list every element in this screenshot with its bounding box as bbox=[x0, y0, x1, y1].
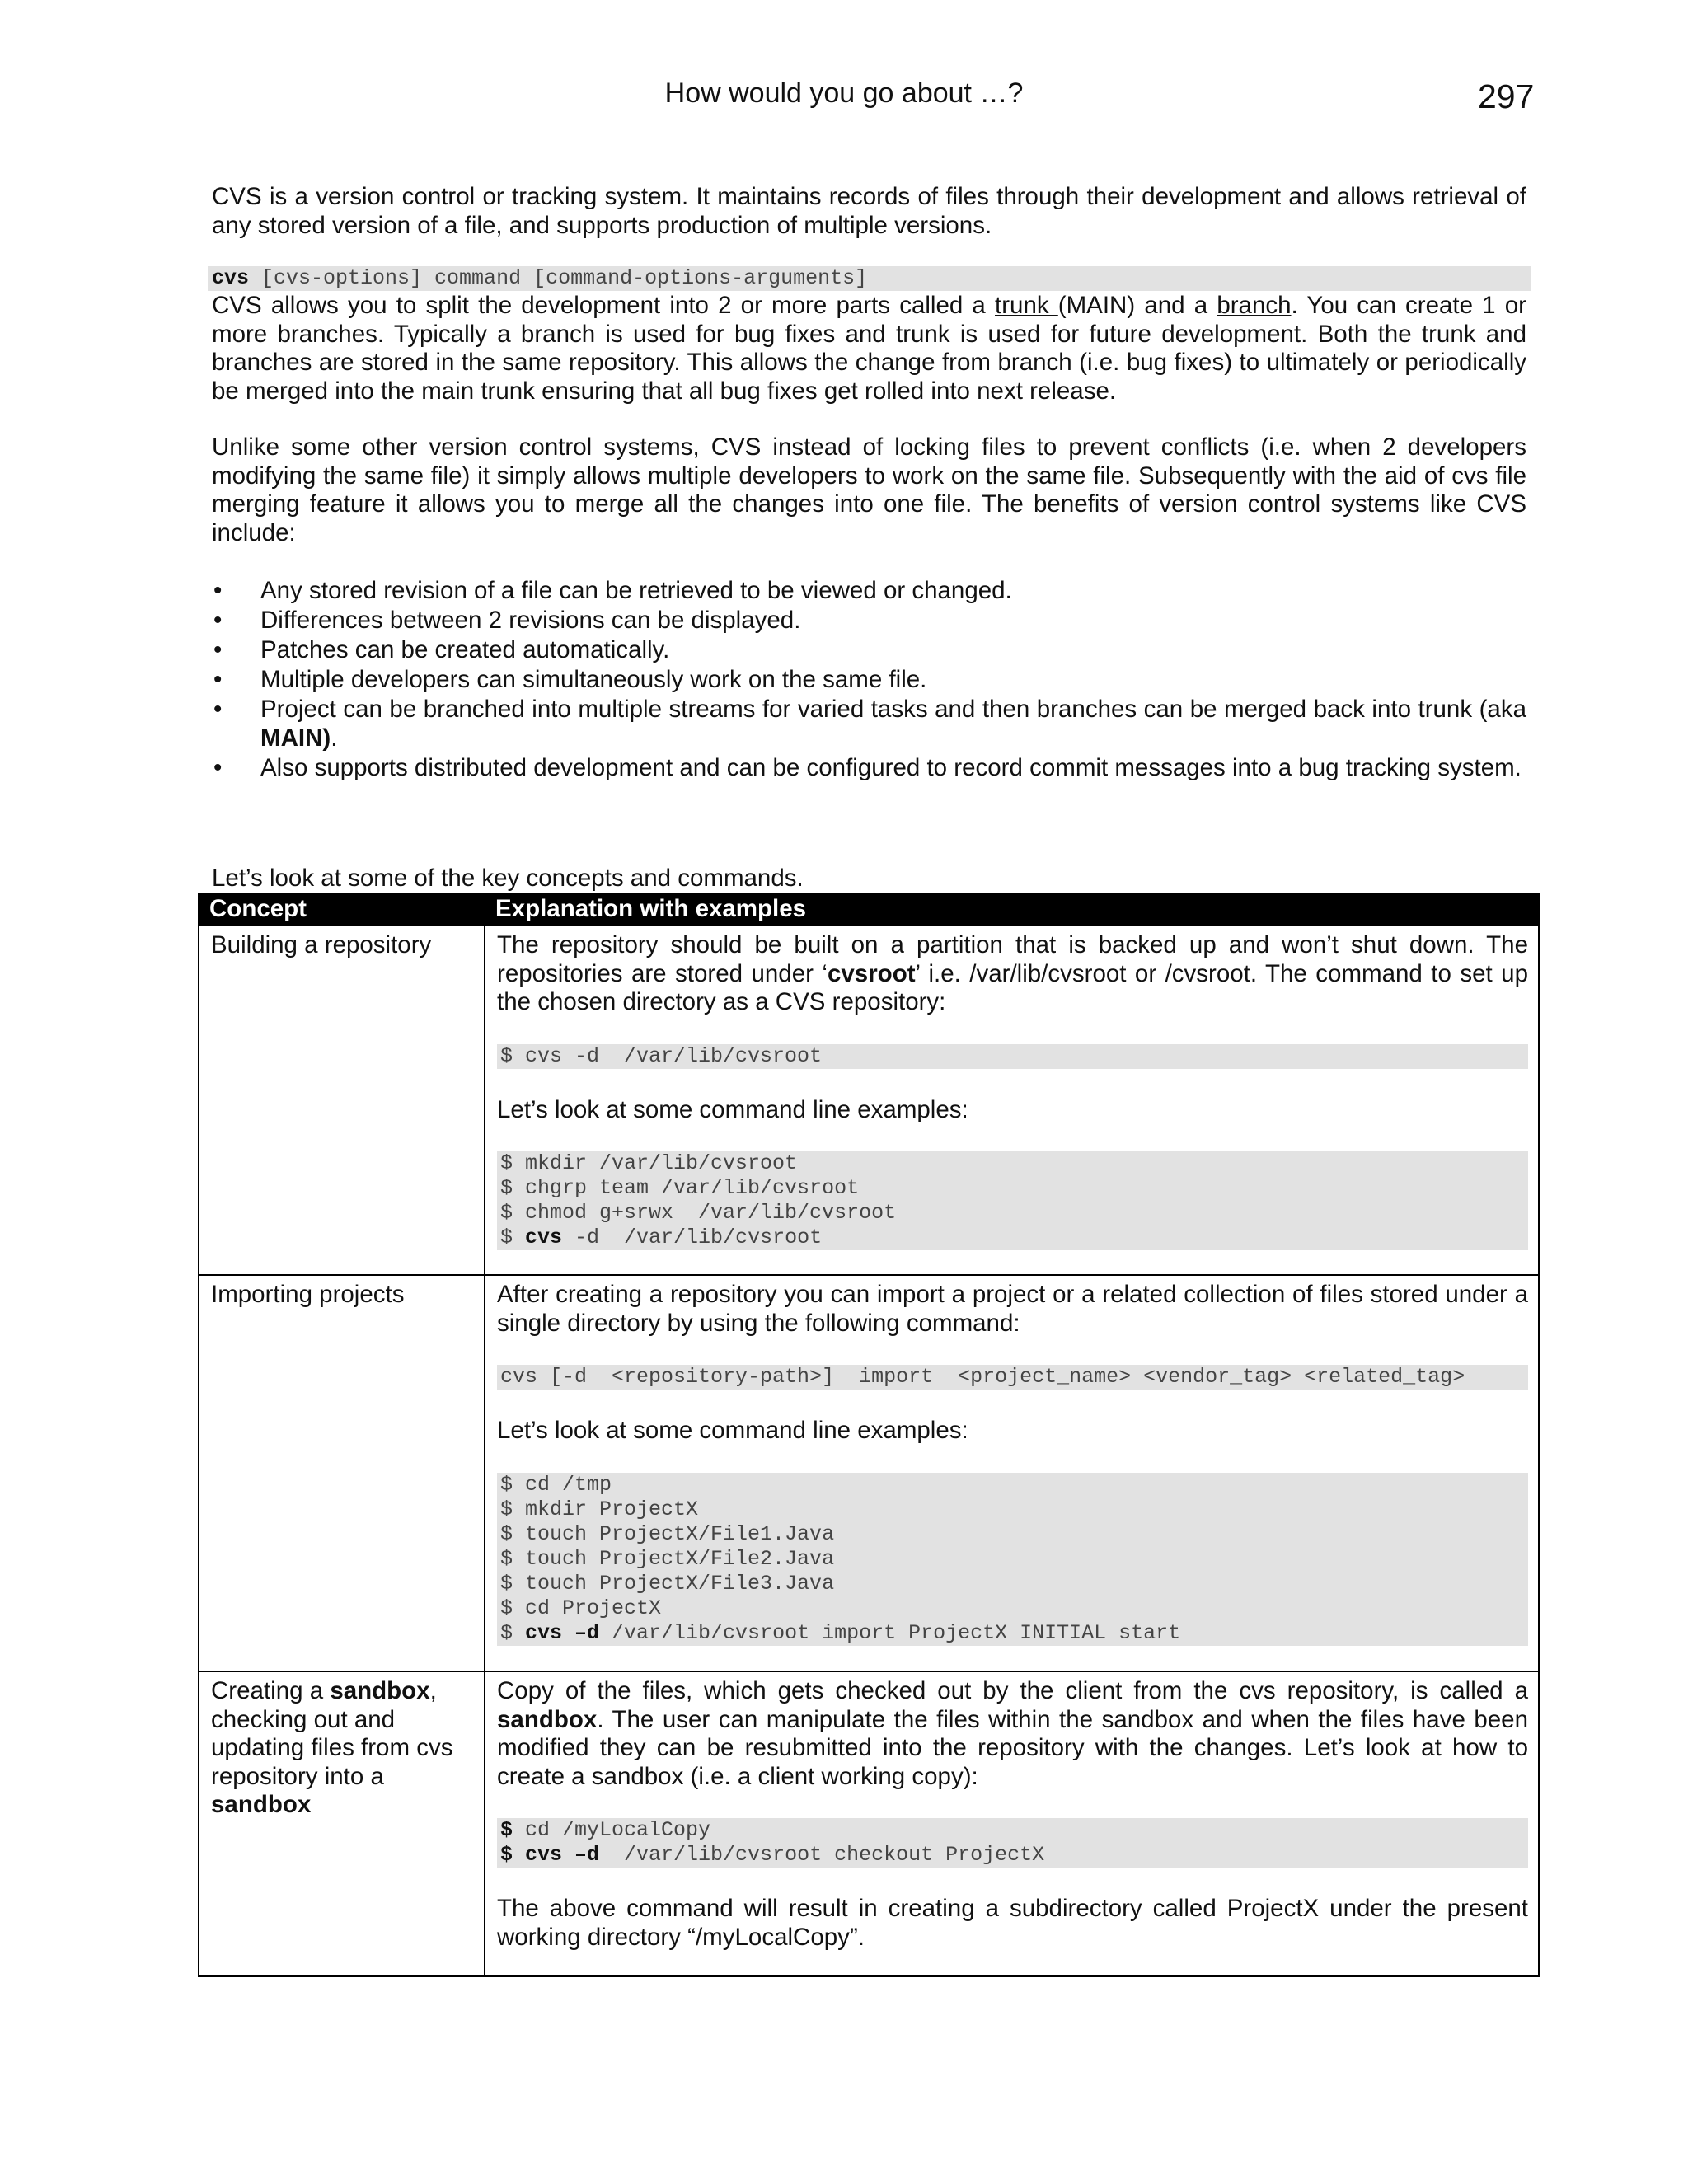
code-bold: $ bbox=[500, 1818, 513, 1842]
para1-text-b: (MAIN) and a bbox=[1057, 292, 1217, 319]
column-header-explanation: Explanation with examples bbox=[485, 894, 1539, 926]
sandbox-term: sandbox bbox=[211, 1791, 312, 1818]
bullet-marker: • bbox=[213, 607, 223, 634]
code-bold: cvs –d bbox=[525, 1620, 600, 1645]
cvs-syntax-line bbox=[208, 266, 1531, 291]
code-line: $ mkdir ProjectX bbox=[500, 1497, 699, 1521]
table-row bbox=[199, 926, 1539, 1275]
bullet-marker: • bbox=[213, 666, 223, 693]
explanation-text: After creating a repository you can import a project or a related collection of files stored under a single directory by using the following command: bbox=[497, 1281, 1528, 1337]
trunk-term: trunk bbox=[995, 292, 1058, 319]
code-block: cvs [-d <repository-path>] import <project_name> <vendor_tag> <related_tag> bbox=[497, 1365, 1528, 1390]
concept-cell bbox=[199, 1671, 485, 1976]
table-row bbox=[199, 1275, 1539, 1671]
list-item-text: Also supports distributed development and can be configured to record commit messages into a bug tracking system. bbox=[260, 753, 1522, 781]
bullet-marker: • bbox=[213, 753, 223, 781]
explanation-cell bbox=[485, 1671, 1539, 1976]
code-line bbox=[500, 1621, 1525, 1646]
code-rest: /var/lib/cvsroot import ProjectX INITIAL start bbox=[599, 1620, 1181, 1645]
explanation-text-b: ’ i.e. /var/lib/cvsroot or /cvsroot. The command to set up the chosen directory as a CVS repository: bbox=[497, 959, 1528, 1015]
sandbox-term: sandbox bbox=[497, 1705, 598, 1733]
list-item-text: Project can be branched into multiple streams for varied tasks and then branches can be merged back into trunk (aka bbox=[260, 696, 1526, 723]
code-rest: cd /myLocalCopy bbox=[513, 1818, 711, 1842]
code-block bbox=[497, 1473, 1528, 1646]
column-header-concept: Concept bbox=[199, 894, 485, 926]
code-line bbox=[500, 1843, 1525, 1868]
explanation-text bbox=[497, 1677, 1528, 1791]
code-line bbox=[500, 1818, 1525, 1843]
explanation-text-b: . The user can manipulate the files within the sandbox and when the files have been modified they can be resubmitted into the repository with the changes. Let’s look at how to create a sandbox (i.e. a client working copy): bbox=[497, 1705, 1528, 1790]
concept-cell: Importing projects bbox=[199, 1275, 485, 1671]
bullet-marker: • bbox=[213, 577, 223, 604]
list-item bbox=[212, 666, 1526, 695]
explanation-text-a: Copy of the files, which gets checked out by the client from the cvs repository, is called a bbox=[497, 1677, 1528, 1704]
list-item bbox=[212, 636, 1526, 665]
list-item-text: Differences between 2 revisions can be displayed. bbox=[260, 607, 801, 634]
concepts-intro-line: Let’s look at some of the key concepts and commands. bbox=[212, 865, 804, 892]
concepts-table bbox=[198, 893, 1540, 1977]
code-line: $ touch ProjectX/File3.Java bbox=[500, 1571, 835, 1596]
code-rest: -d /var/lib/cvsroot bbox=[562, 1226, 823, 1249]
code-line: $ chgrp team /var/lib/cvsroot bbox=[500, 1176, 860, 1200]
list-item-text: Any stored revision of a file can be retrieved to be viewed or changed. bbox=[260, 577, 1012, 604]
bullet-marker: • bbox=[213, 696, 223, 723]
merging-paragraph: Unlike some other version control systems, CVS instead of locking files to prevent conflicts (i.e. when 2 developers modifying the same file) it simply allows multiple developers to work on the same file. Subsequently with the aid of cvs file merging feature it allows you to merge all the changes into one file. The benefits of version control systems like CVS include: bbox=[212, 434, 1526, 546]
branch-term: branch bbox=[1217, 292, 1292, 319]
cvsroot-term: cvsroot bbox=[827, 959, 916, 987]
bullet-marker: • bbox=[213, 636, 223, 663]
code-block: $ cvs -d /var/lib/cvsroot bbox=[497, 1044, 1528, 1069]
code-line bbox=[500, 1226, 1525, 1250]
code-block bbox=[497, 1818, 1528, 1868]
examples-intro: Let’s look at some command line examples: bbox=[497, 1095, 968, 1123]
sandbox-term: sandbox bbox=[330, 1677, 430, 1704]
concept-text-a: Creating a bbox=[211, 1677, 331, 1704]
code-bold: $ cvs –d bbox=[500, 1843, 600, 1867]
syntax-command: cvs bbox=[212, 266, 250, 290]
list-item bbox=[212, 577, 1526, 606]
code-line: $ cd /tmp bbox=[500, 1472, 612, 1497]
code-line: $ touch ProjectX/File1.Java bbox=[500, 1521, 835, 1546]
explanation-cell bbox=[485, 926, 1539, 1275]
explanation-text-a: The repository should be built on a partition that is backed up and won’t shut down. The repositories are stored under ‘ bbox=[497, 931, 1528, 987]
table-row bbox=[199, 1671, 1539, 1976]
table-header-row bbox=[199, 894, 1539, 926]
list-item bbox=[212, 754, 1526, 783]
syntax-arguments: [cvs-options] command [command-options-arguments] bbox=[249, 266, 868, 290]
list-item bbox=[212, 607, 1526, 635]
code-line: $ touch ProjectX/File2.Java bbox=[500, 1546, 835, 1571]
page-number: 297 bbox=[1478, 77, 1535, 115]
code-prompt: $ bbox=[500, 1226, 526, 1249]
list-item bbox=[212, 696, 1526, 752]
code-line: $ mkdir /var/lib/cvsroot bbox=[500, 1151, 798, 1175]
explanation-cell bbox=[485, 1275, 1539, 1671]
result-text: The above command will result in creating a subdirectory called ProjectX under the present working directory “/myLocalCopy”. bbox=[497, 1895, 1528, 1951]
list-item-text: Multiple developers can simultaneously work on the same file. bbox=[260, 666, 927, 693]
main-term: MAIN) bbox=[260, 724, 331, 752]
code-block bbox=[497, 1151, 1528, 1250]
code-prompt: $ bbox=[500, 1620, 526, 1645]
code-line: $ chmod g+srwx /var/lib/cvsroot bbox=[500, 1201, 897, 1225]
benefits-list bbox=[212, 577, 1526, 784]
examples-intro: Let’s look at some command line examples: bbox=[497, 1417, 968, 1444]
code-rest: /var/lib/cvsroot checkout ProjectX bbox=[599, 1843, 1045, 1867]
trunk-branch-paragraph bbox=[212, 292, 1526, 405]
code-line: $ cd ProjectX bbox=[500, 1596, 662, 1620]
para1-text-c: . You can create 1 or more branches. Typically a branch is used for bug fixes and trunk is used for future development. Both the trunk and branches are stored in the same repository. This allows the change from branch (i.e. bug fixes) to ultimately or periodically be merged into the main trunk ensuring that all bug fixes get rolled into next release. bbox=[212, 292, 1526, 405]
list-item-text-end: . bbox=[331, 724, 338, 752]
list-item-text: Patches can be created automatically. bbox=[260, 636, 670, 663]
concept-cell: Building a repository bbox=[199, 926, 485, 1275]
running-header-title: How would you go about …? bbox=[664, 77, 1024, 109]
intro-paragraph: CVS is a version control or tracking system. It maintains records of files through their development and allows retrieval of any stored version of a file, and supports production of multiple versions. bbox=[212, 183, 1526, 239]
explanation-text bbox=[497, 931, 1528, 1017]
code-bold: cvs bbox=[525, 1226, 563, 1249]
para1-text-a: CVS allows you to split the development into 2 or more parts called a bbox=[212, 292, 996, 319]
concept-text-b: , checking out and updating files from cvs repository into a bbox=[211, 1677, 453, 1790]
